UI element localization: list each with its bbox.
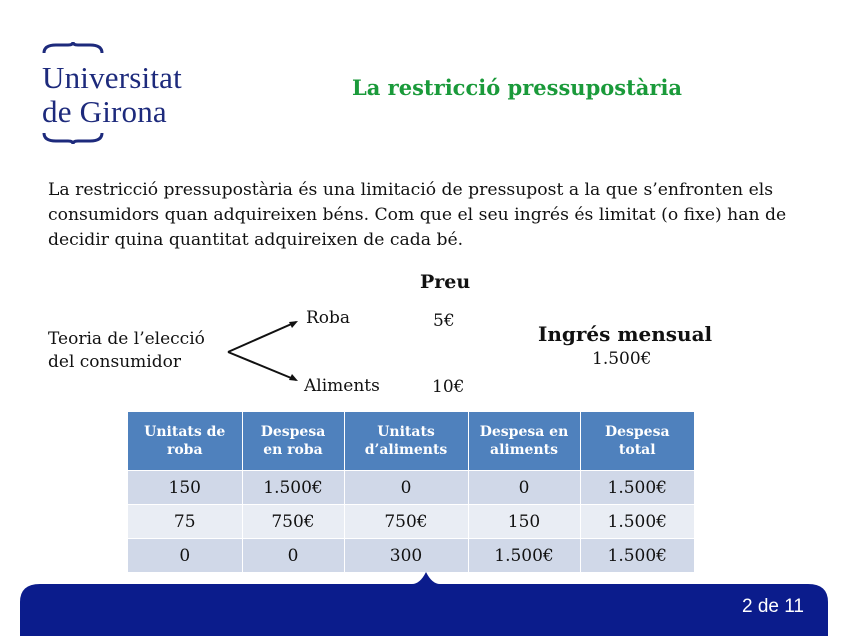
monthly-income-heading: Ingrés mensual	[538, 322, 713, 346]
table-cell: 750€	[242, 505, 344, 539]
table-row	[128, 505, 694, 539]
table-row	[128, 471, 694, 505]
table-cell: 0	[128, 539, 242, 573]
logo-top-brace-icon	[42, 42, 104, 54]
good-name-food: Aliments	[304, 376, 380, 396]
column-header: Unitats d’aliments	[344, 412, 468, 471]
good-price-clothes: 5€	[433, 311, 455, 331]
price-heading: Preu	[420, 271, 471, 293]
page-number: 2 de 11	[742, 596, 804, 617]
table-cell: 75	[128, 505, 242, 539]
table-cell: 0	[242, 539, 344, 573]
table-cell: 1.500€	[580, 539, 694, 573]
table-cell: 0	[344, 471, 468, 505]
table-cell: 300	[344, 539, 468, 573]
intro-paragraph: La restricció pressupostària és una limitació de pressupost a la que s’enfronten els consumidors quan adquireixen béns. Com que el seu ingrés és limitat (o fixe) han de decidir quina quantitat adquireixen de cada bé.	[48, 180, 787, 250]
column-header: Despesa en aliments	[468, 412, 580, 471]
theory-line-1: Teoria de l’elecció	[48, 329, 205, 349]
column-header: Despesa en roba	[242, 412, 344, 471]
logo-text-line-2: de Girona	[42, 94, 167, 129]
logo-text-line-1: Universitat	[42, 60, 182, 95]
table-cell: 750€	[344, 505, 468, 539]
consumer-choice-theory-label	[48, 328, 205, 374]
budget-table	[128, 412, 694, 572]
good-price-food: 10€	[432, 377, 465, 397]
slide-title: La restricció pressupostària	[352, 75, 683, 100]
table-cell: 1.500€	[468, 539, 580, 573]
table-cell: 150	[128, 471, 242, 505]
branch-arrows-icon	[226, 316, 302, 386]
logo-bottom-brace-icon	[42, 132, 104, 144]
table-cell: 1.500€	[242, 471, 344, 505]
column-header: Unitats de roba	[128, 412, 242, 471]
table-header-row	[128, 412, 694, 471]
theory-line-2: del consumidor	[48, 352, 181, 372]
university-logo	[40, 42, 210, 152]
good-name-clothes: Roba	[306, 308, 351, 328]
monthly-income-value: 1.500€	[592, 349, 652, 369]
table-cell: 150	[468, 505, 580, 539]
table-cell: 1.500€	[580, 505, 694, 539]
column-header: Despesa total	[580, 412, 694, 471]
table-cell: 1.500€	[580, 471, 694, 505]
table-cell: 0	[468, 471, 580, 505]
footer-bar	[0, 572, 848, 636]
table-row	[128, 539, 694, 573]
